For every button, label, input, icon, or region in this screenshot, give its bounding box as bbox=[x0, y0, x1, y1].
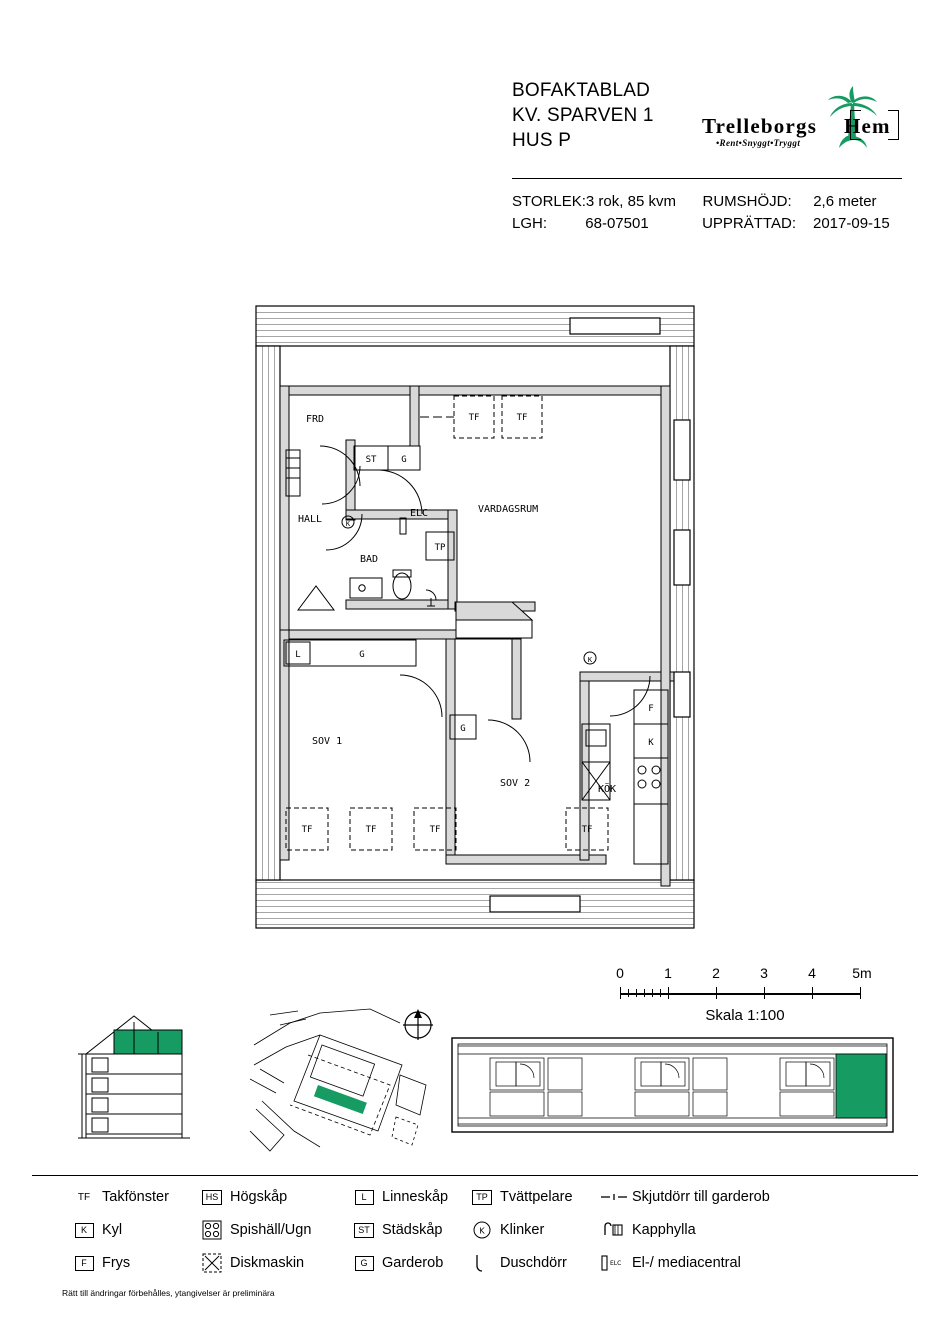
dishwasher-icon bbox=[198, 1253, 226, 1273]
legend-label-elcentral: El-/ mediacentral bbox=[632, 1255, 741, 1271]
section-hatch bbox=[86, 1054, 182, 1138]
k-label: K bbox=[648, 738, 654, 748]
legend-item-tvattpelare bbox=[468, 1185, 600, 1209]
legend-label-duschdorr: Duschdörr bbox=[500, 1255, 567, 1271]
legend-item-skjutdorr bbox=[600, 1185, 820, 1209]
scale-tick-labels bbox=[616, 965, 900, 985]
room-label-elc: ELC bbox=[410, 508, 429, 519]
f-label: F bbox=[648, 704, 654, 714]
header-line-1: BOFAKTABLAD bbox=[512, 80, 651, 101]
storlek-label: STORLEK: bbox=[512, 193, 586, 210]
legend-label-spishall: Spishäll/Ugn bbox=[230, 1222, 312, 1238]
kitchen-labels bbox=[648, 704, 654, 748]
document-header bbox=[512, 78, 902, 153]
scale-tick-0: 0 bbox=[616, 965, 624, 981]
building-section-diagram bbox=[72, 1010, 207, 1150]
scale-tick-2: 2 bbox=[712, 965, 720, 981]
tp-label: TP bbox=[434, 543, 446, 553]
legend-label-stadskap: Städskåp bbox=[382, 1222, 443, 1238]
svg-text:K: K bbox=[345, 520, 351, 528]
svg-text:K: K bbox=[587, 656, 593, 664]
upprattad-value: 2017-09-15 bbox=[812, 215, 890, 232]
stadskap-icon: ST bbox=[350, 1223, 378, 1238]
legend-label-linneskap: Linneskåp bbox=[382, 1189, 449, 1205]
legend-item-elcentral bbox=[600, 1251, 820, 1275]
logo-tagline: •Rent•Snyggt•Tryggt bbox=[716, 138, 801, 148]
logo-wordmark bbox=[702, 114, 902, 139]
room-label-hall: HALL bbox=[298, 514, 323, 525]
scale-tick-3: 3 bbox=[760, 965, 768, 981]
g-label-1: G bbox=[401, 455, 407, 465]
klinker-icon bbox=[468, 1220, 496, 1240]
footnote: Rätt till ändringar förbehålles, ytangivelser är preliminära bbox=[62, 1288, 275, 1298]
logo-bracket-left bbox=[850, 110, 861, 140]
rumshojd-value: 2,6 meter bbox=[813, 193, 877, 210]
tvattpelare-icon: TP bbox=[468, 1190, 496, 1205]
storlek-value: 3 rok, 85 kvm bbox=[585, 193, 676, 210]
frys-icon: F bbox=[70, 1256, 98, 1271]
hogskap-icon: HS bbox=[198, 1190, 226, 1205]
key-plan-diagram bbox=[450, 1030, 895, 1140]
apartment-meta bbox=[512, 193, 912, 237]
elc-symbol bbox=[400, 518, 406, 534]
shower-door-icon bbox=[468, 1254, 496, 1272]
legend-divider bbox=[32, 1175, 918, 1176]
room-label-bad: BAD bbox=[360, 554, 379, 565]
legend-label-kyl: Kyl bbox=[102, 1222, 123, 1238]
upprattad-label: UPPRÄTTAD: bbox=[702, 215, 796, 232]
legend-label-garderob: Garderob bbox=[382, 1255, 444, 1271]
svg-text:ELC: ELC bbox=[610, 1260, 622, 1267]
tf-label-2: TF bbox=[516, 413, 528, 423]
tf-label-3: TF bbox=[301, 825, 313, 835]
logo-word-trelleborgs: Trelleborgs bbox=[702, 114, 818, 138]
garderob-icon: G bbox=[350, 1256, 378, 1271]
cabinets-sov1 bbox=[284, 640, 416, 666]
legend-item-duschdorr bbox=[468, 1251, 600, 1275]
l-label: L bbox=[295, 650, 301, 660]
legend-item-frys bbox=[70, 1251, 198, 1275]
cabinet-labels-top bbox=[366, 455, 407, 465]
legend bbox=[70, 1185, 920, 1275]
logo-bracket-right bbox=[888, 110, 899, 140]
rumshojd-label: RUMSHÖJD: bbox=[702, 193, 792, 210]
room-label-sov1: SOV 1 bbox=[312, 736, 343, 747]
site-map bbox=[250, 1005, 440, 1153]
g-label-3: G bbox=[460, 724, 466, 734]
legend-label-kapphylla: Kapphylla bbox=[632, 1222, 696, 1238]
header-line-3: HUS P bbox=[512, 130, 572, 151]
room-label-sov2: SOV 2 bbox=[500, 778, 531, 789]
svg-text:K: K bbox=[479, 1226, 485, 1236]
cabinets-top bbox=[354, 446, 420, 470]
elc-icon bbox=[600, 1254, 628, 1272]
sliding-door-icon bbox=[600, 1192, 628, 1202]
logo-word-hem: Hem bbox=[843, 114, 891, 138]
north-arrow-icon bbox=[403, 1009, 433, 1040]
legend-item-spishall bbox=[198, 1218, 350, 1242]
legend-item-kapphylla bbox=[600, 1218, 820, 1242]
legend-item-diskmaskin bbox=[198, 1251, 350, 1275]
scale-tick-5: 5m bbox=[852, 965, 872, 981]
legend-item-takfonster bbox=[70, 1185, 198, 1209]
klinker-markers bbox=[342, 516, 596, 664]
floor-plan bbox=[250, 300, 700, 950]
kitchen-fittings bbox=[582, 690, 668, 864]
scale-tick-4: 4 bbox=[808, 965, 816, 981]
st-label: ST bbox=[365, 455, 377, 465]
tf-label-1: TF bbox=[468, 413, 480, 423]
meta-row-size bbox=[512, 193, 912, 210]
room-label-vardagsrum: VARDAGSRUM bbox=[478, 504, 539, 515]
key-plan-highlight bbox=[836, 1054, 886, 1118]
header-line-2: KV. SPARVEN 1 bbox=[512, 105, 654, 126]
legend-label-frys: Frys bbox=[102, 1255, 131, 1271]
site-highlight bbox=[314, 1085, 367, 1114]
legend-item-garderob bbox=[350, 1251, 468, 1275]
room-label-frd: FRD bbox=[306, 414, 325, 425]
lgh-value: 68-07501 bbox=[585, 215, 649, 232]
g-label-2: G bbox=[359, 650, 365, 660]
meta-row-lgh bbox=[512, 215, 912, 232]
legend-label-hogskap: Högskåp bbox=[230, 1189, 288, 1205]
scale-bar bbox=[616, 965, 900, 1024]
lgh-label: LGH: bbox=[512, 215, 548, 232]
legend-label-skjutdorr: Skjutdörr till garderob bbox=[632, 1189, 770, 1205]
scale-axis bbox=[620, 987, 900, 999]
kyl-icon: K bbox=[70, 1223, 98, 1238]
legend-label-takfonster: Takfönster bbox=[102, 1189, 169, 1205]
legend-label-klinker: Klinker bbox=[500, 1222, 545, 1238]
legend-item-kyl bbox=[70, 1218, 198, 1242]
legend-label-diskmaskin: Diskmaskin bbox=[230, 1255, 305, 1271]
legend-item-klinker bbox=[468, 1218, 600, 1242]
tf-label-5: TF bbox=[429, 825, 441, 835]
trelleborgshem-logo bbox=[702, 86, 902, 158]
scale-tick-1: 1 bbox=[664, 965, 672, 981]
cabinet-labels-sov1 bbox=[295, 650, 364, 660]
roof-slope-marker bbox=[298, 586, 334, 610]
tf-label-6: TF bbox=[581, 825, 593, 835]
scale-caption: Skala 1:100 bbox=[705, 1007, 785, 1024]
stove-icon bbox=[198, 1220, 226, 1240]
linneskap-icon: L bbox=[350, 1190, 378, 1205]
legend-label-tvattpelare: Tvättpelare bbox=[500, 1189, 573, 1205]
legend-item-hogskap bbox=[198, 1185, 350, 1209]
takfonster-icon: TF bbox=[77, 1191, 91, 1203]
hat-rack-icon bbox=[600, 1222, 628, 1238]
legend-item-stadskap bbox=[350, 1218, 468, 1242]
legend-item-linneskap bbox=[350, 1185, 468, 1209]
tf-label-4: TF bbox=[365, 825, 377, 835]
takfonster-boxes bbox=[270, 396, 608, 850]
header-divider bbox=[512, 178, 902, 179]
room-label-kok: KÖK bbox=[598, 784, 617, 795]
